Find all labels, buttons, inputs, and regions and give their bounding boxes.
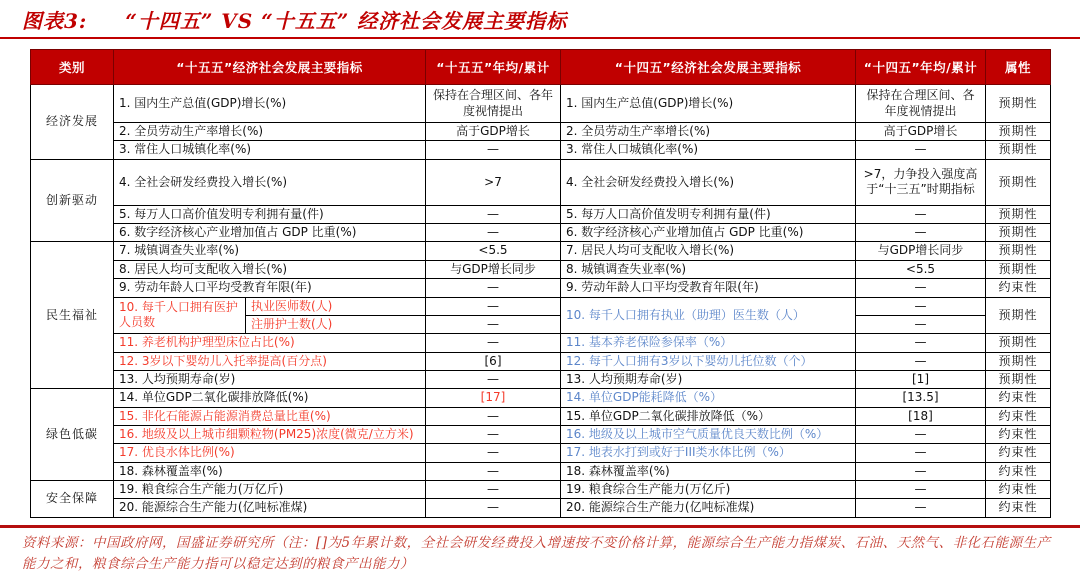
indicator-cell: 4. 全社会研发经费投入增长(%) — [561, 159, 856, 205]
category-cell: 经济发展 — [31, 85, 114, 160]
attribute-cell: 预期性 — [986, 224, 1051, 242]
table-row — [31, 389, 1051, 407]
value-cell: — — [426, 407, 561, 425]
attribute-cell: 约束性 — [986, 481, 1051, 499]
table-row — [31, 462, 1051, 480]
value-cell: — — [426, 224, 561, 242]
indicator-cell: 2. 全员劳动生产率增长(%) — [114, 123, 426, 141]
indicator-cell: 16. 地级及以上城市细颗粒物(PM25)浓度(微克/立方米) — [114, 426, 426, 444]
attribute-cell: 约束性 — [986, 407, 1051, 425]
indicator-cell: 15. 非化石能源占能源消费总量比重(%) — [114, 407, 426, 425]
value-cell: [6] — [426, 352, 561, 370]
table-row — [31, 370, 1051, 388]
indicator-cell: 17. 优良水体比例(%) — [114, 444, 426, 462]
value-cell: 与GDP增长同步 — [856, 242, 986, 260]
table-row — [31, 481, 1051, 499]
value-cell: [17] — [426, 389, 561, 407]
table-header — [31, 50, 1051, 85]
header-category: 类别 — [31, 50, 114, 85]
indicator-cell: 2. 全员劳动生产率增长(%) — [561, 123, 856, 141]
indicator-cell: 8. 城镇调查失业率(%) — [561, 260, 856, 278]
table-row — [31, 426, 1051, 444]
category-cell: 绿色低碳 — [31, 389, 114, 481]
figure-number: 图表3: — [22, 9, 88, 33]
value-cell: — — [856, 279, 986, 297]
value-cell: [13.5] — [856, 389, 986, 407]
attribute-cell: 预期性 — [986, 141, 1051, 159]
value-cell: 与GDP增长同步 — [426, 260, 561, 278]
value-cell: 保持在合理区间、各年度视情提出 — [426, 85, 561, 123]
value-cell: >7，力争投入强度高于“十三五”时期指标 — [856, 159, 986, 205]
category-cell: 安全保障 — [31, 481, 114, 518]
attribute-cell: 约束性 — [986, 499, 1051, 517]
attribute-cell: 预期性 — [986, 242, 1051, 260]
value-cell: [1] — [856, 370, 986, 388]
indicator-cell: 13. 人均预期寿命(岁) — [561, 370, 856, 388]
value-cell: — — [856, 444, 986, 462]
attribute-cell: 预期性 — [986, 159, 1051, 205]
indicator-cell: 13. 人均预期寿命(岁) — [114, 370, 426, 388]
value-cell: — — [426, 141, 561, 159]
value-cell: — — [856, 334, 986, 352]
value-cell: — — [426, 279, 561, 297]
indicator-cell: 1. 国内生产总值(GDP)增长(%) — [561, 85, 856, 123]
value-cell: <5.5 — [856, 260, 986, 278]
indicator-cell: 19. 粮食综合生产能力(万亿斤) — [114, 481, 426, 499]
value-cell: <5.5 — [426, 242, 561, 260]
indicator-cell: 16. 地级及以上城市空气质量优良天数比例（%） — [561, 426, 856, 444]
value-cell: — — [426, 334, 561, 352]
attribute-cell: 预期性 — [986, 370, 1051, 388]
table-body — [31, 85, 1051, 518]
attribute-cell: 预期性 — [986, 85, 1051, 123]
indicator-cell: 14. 单位GDP能耗降低（%） — [561, 389, 856, 407]
indicator-cell: 14. 单位GDP二氧化碳排放降低(%) — [114, 389, 426, 407]
attribute-cell: 约束性 — [986, 426, 1051, 444]
table-row — [31, 260, 1051, 278]
indicator-cell: 20. 能源综合生产能力(亿吨标准煤) — [114, 499, 426, 517]
value-cell: — — [856, 462, 986, 480]
indicator-cell: 10. 每千人口拥有医护人员数 — [114, 297, 246, 334]
table-row — [31, 141, 1051, 159]
value-cell: — — [426, 315, 561, 333]
table-row — [31, 205, 1051, 223]
value-cell: — — [426, 499, 561, 517]
indicator-cell: 18. 森林覆盖率(%) — [114, 462, 426, 480]
indicator-cell: 5. 每万人口高价值发明专利拥有量(件) — [114, 205, 426, 223]
value-cell: — — [856, 352, 986, 370]
value-cell: — — [426, 426, 561, 444]
indicator-cell: 17. 地表水打到或好于III类水体比例（%） — [561, 444, 856, 462]
indicator-cell: 1. 国内生产总值(GDP)增长(%) — [114, 85, 426, 123]
indicator-cell: 3. 常住人口城镇化率(%) — [561, 141, 856, 159]
value-cell: — — [426, 205, 561, 223]
value-cell: — — [426, 297, 561, 315]
attribute-cell: 约束性 — [986, 389, 1051, 407]
indicator-cell: 9. 劳动年龄人口平均受教育年限(年) — [561, 279, 856, 297]
attribute-cell: 约束性 — [986, 279, 1051, 297]
header-attribute: 属性 — [986, 50, 1051, 85]
header-15th-indicators: “十五五”经济社会发展主要指标 — [114, 50, 426, 85]
indicator-cell: 3. 常住人口城镇化率(%) — [114, 141, 426, 159]
value-cell: — — [856, 205, 986, 223]
value-cell: — — [856, 315, 986, 333]
table-row — [31, 499, 1051, 517]
value-cell: >7 — [426, 159, 561, 205]
indicator-cell: 15. 单位GDP二氧化碳排放降低（%） — [561, 407, 856, 425]
header-14th-target: “十四五”年均/累计 — [856, 50, 986, 85]
indicator-cell: 7. 居民人均可支配收入增长(%) — [561, 242, 856, 260]
figure-title-bar — [0, 0, 1080, 39]
attribute-cell: 预期性 — [986, 352, 1051, 370]
value-cell: 高于GDP增长 — [426, 123, 561, 141]
table-row — [31, 444, 1051, 462]
attribute-cell: 预期性 — [986, 334, 1051, 352]
indicator-cell: 18. 森林覆盖率(%) — [561, 462, 856, 480]
header-15th-target: “十五五”年均/累计 — [426, 50, 561, 85]
header-row — [31, 50, 1051, 85]
indicator-cell: 20. 能源综合生产能力(亿吨标准煤) — [561, 499, 856, 517]
figure-title: “十四五” VS “十五五” 经济社会发展主要指标 — [125, 9, 568, 33]
value-cell: — — [856, 297, 986, 315]
indicator-cell: 6. 数字经济核心产业增加值占 GDP 比重(%) — [114, 224, 426, 242]
indicator-cell: 5. 每万人口高价值发明专利拥有量(件) — [561, 205, 856, 223]
indicator-cell: 12. 每千人口拥有3岁以下婴幼儿托位数（个） — [561, 352, 856, 370]
indicator-cell: 注册护士数(人) — [246, 315, 426, 333]
indicator-cell: 12. 3岁以下婴幼儿入托率提高(百分点) — [114, 352, 426, 370]
table-row — [31, 123, 1051, 141]
table-row — [31, 85, 1051, 123]
attribute-cell: 预期性 — [986, 205, 1051, 223]
table-row — [31, 242, 1051, 260]
header-14th-indicators: “十四五”经济社会发展主要指标 — [561, 50, 856, 85]
indicator-cell: 7. 城镇调查失业率(%) — [114, 242, 426, 260]
table-row — [31, 352, 1051, 370]
indicator-cell: 8. 居民人均可支配收入增长(%) — [114, 260, 426, 278]
attribute-cell: 约束性 — [986, 444, 1051, 462]
value-cell: — — [856, 481, 986, 499]
category-cell: 民生福祉 — [31, 242, 114, 389]
table-row — [31, 334, 1051, 352]
table-row — [31, 407, 1051, 425]
indicator-cell: 4. 全社会研发经费投入增长(%) — [114, 159, 426, 205]
indicator-comparison-table — [30, 49, 1051, 518]
table-row — [31, 159, 1051, 205]
table-row — [31, 224, 1051, 242]
attribute-cell: 预期性 — [986, 260, 1051, 278]
value-cell: — — [426, 481, 561, 499]
value-cell: — — [426, 370, 561, 388]
attribute-cell: 预期性 — [986, 123, 1051, 141]
category-cell: 创新驱动 — [31, 159, 114, 242]
indicator-cell: 11. 基本养老保险参保率（%） — [561, 334, 856, 352]
attribute-cell: 约束性 — [986, 462, 1051, 480]
value-cell: — — [856, 141, 986, 159]
indicator-cell: 10. 每千人口拥有执业（助理）医生数（人） — [561, 297, 856, 334]
value-cell: [18] — [856, 407, 986, 425]
source-note: 资料来源：中国政府网，国盛证券研究所（注：[]为5年累计数，全社会研发经费投入增速按不变价格计算，能源综合生产能力指煤炭、石油、天然气、非化石能源生产能力之和，粮食综合生产能力指可以稳定达到的粮食产出能力） — [0, 525, 1080, 575]
table-row — [31, 297, 1051, 315]
value-cell: — — [856, 426, 986, 444]
value-cell: — — [426, 462, 561, 480]
indicator-cell: 19. 粮食综合生产能力(万亿斤) — [561, 481, 856, 499]
value-cell: — — [856, 499, 986, 517]
attribute-cell: 预期性 — [986, 297, 1051, 334]
indicator-cell: 6. 数字经济核心产业增加值占 GDP 比重(%) — [561, 224, 856, 242]
table-row — [31, 279, 1051, 297]
value-cell: 保持在合理区间、各年度视情提出 — [856, 85, 986, 123]
indicator-cell: 执业医师数(人) — [246, 297, 426, 315]
indicator-cell: 11. 养老机构护理型床位占比(%) — [114, 334, 426, 352]
value-cell: — — [426, 444, 561, 462]
indicator-cell: 9. 劳动年龄人口平均受教育年限(年) — [114, 279, 426, 297]
value-cell: 高于GDP增长 — [856, 123, 986, 141]
value-cell: — — [856, 224, 986, 242]
